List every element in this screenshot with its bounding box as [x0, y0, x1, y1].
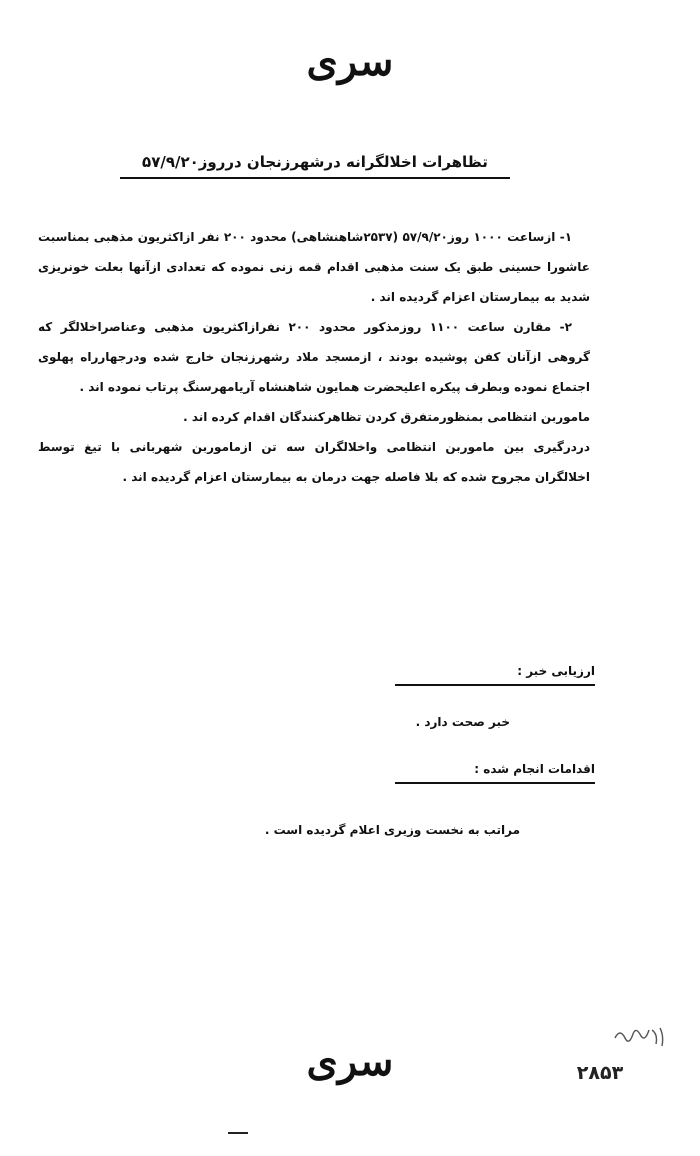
actions-heading: اقدامات انجام شده : [395, 758, 595, 784]
paragraph-4: دردرگیری بین ماموربن انتظامی واخلالگران سه تن ازماموربن شهربانی با تیغ توسط اخلالگران مجروح شده که بلا فاصله جهت درمان به بیمارستان اعزام گردیده اند . [38, 440, 590, 484]
paragraph-1: ۱- ازساعت ۱۰۰۰ روز۵۷/۹/۲۰ (۲۵۳۷شاهنشاهی) محدود ۲۰۰ نفر ازاکثریون مذهبی بمناسبت عاشورا حسینی طبق یک سنت مذهبی اقدام قمه زنی نموده که تعدادی ازآنها بعلت خونریزی شدید به بیمارستان اعزام گردیده اند . [38, 230, 590, 304]
paragraph-2: ۲- مقارن ساعت ۱۱۰۰ روزمذکور محدود ۲۰۰ نفرازاکثریون مذهبی وعناصراخلالگر که گروهی ازآنان کفن پوشیده بودند ، ازمسجد ملاد رشهرزنجان خارج شده ودرجهارراه پهلوی اجتماع نموده وبطرف پیکره اعلیحضرت همایون شاهنشاه آریامهرسنگ پرتاب نموده اند . [38, 320, 590, 394]
footer-dash [228, 1132, 248, 1134]
page-number: ۲۸۵۳ [576, 1062, 624, 1084]
classification-label-bottom: سری [306, 1038, 394, 1085]
classification-label-top: سری [306, 38, 394, 85]
evaluation-heading: ارزیابی خبر : [395, 660, 595, 686]
evaluation-text: خبر صحت دارد . [415, 715, 510, 729]
document-title: تظاهرات اخلالگرانه درشهرزنجان درروز۵۷/۹/۲۰ [120, 150, 510, 179]
document-body [38, 222, 590, 492]
paragraph-3: ماموربن انتظامی بمنظورمتفرق کردن تظاهرکنندگان اقدام کرده اند . [183, 410, 590, 424]
actions-text: مراتب به نخست وزیری اعلام گردیده است . [264, 823, 520, 837]
